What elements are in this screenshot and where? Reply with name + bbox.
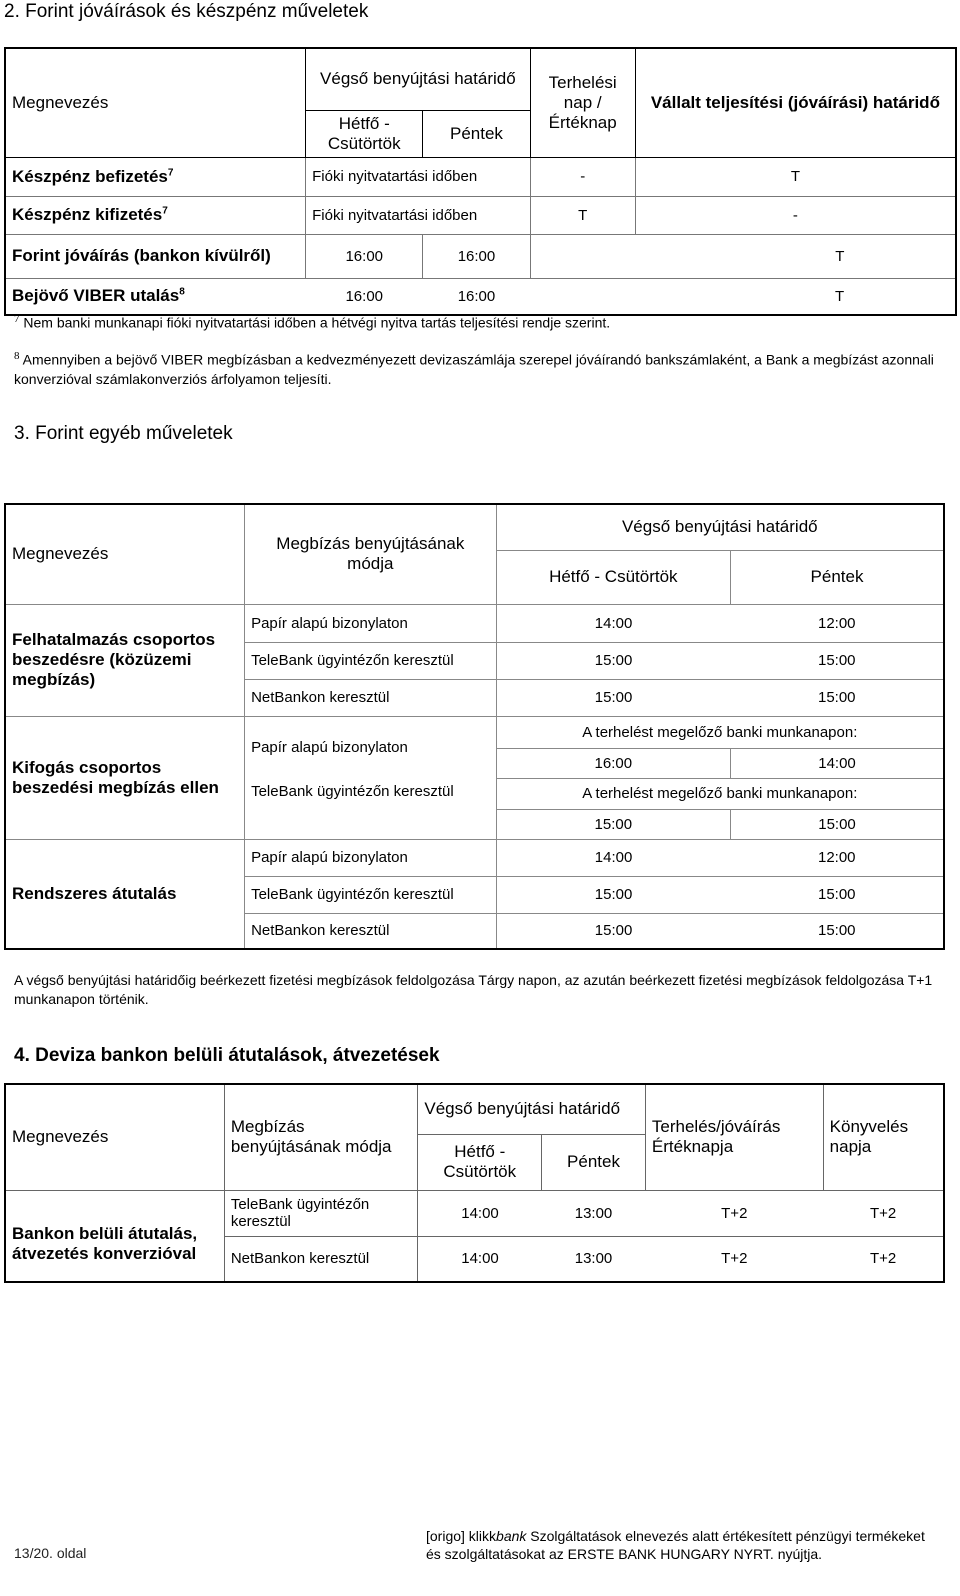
row-method: Papír alapú bizonylaton — [245, 839, 497, 876]
header-name: Megnevezés — [5, 48, 306, 157]
footnote-text: Nem banki munkanapi fióki nyitvatartási időben a hétvégi nyitva tartás teljesítési rendje szerint. — [23, 314, 611, 331]
header-deadline: Végső benyújtási határidő — [306, 48, 530, 110]
row-note: A terhelést megelőző banki munkanapon: — [496, 716, 944, 748]
row-mon-thu: 14:00 — [496, 839, 730, 876]
row-fri: 12:00 — [731, 604, 944, 642]
row-note: A terhelést megelőző banki munkanapon: — [496, 778, 944, 809]
row-mon-thu: 14:00 — [418, 1236, 542, 1282]
row-method: Papír alapú bizonylaton — [245, 604, 497, 642]
section-4-title: 4. Deviza bankon belüli átutalások, átvezetések — [14, 1045, 440, 1066]
row-method: TeleBank ügyintézőn keresztül — [224, 1190, 418, 1236]
row-mon-thu: 16:00 — [496, 748, 730, 778]
table-row — [5, 196, 956, 234]
footnote-ref: 7 — [167, 166, 174, 178]
row-mon-thu: 15:00 — [496, 642, 730, 679]
forint-other-table — [4, 503, 945, 950]
section-3-title: 3. Forint egyéb műveletek — [14, 423, 233, 444]
row-booking-date: T+2 — [823, 1190, 944, 1236]
section-3-note: A végső benyújtási határidőig beérkezett fizetési megbízások feldolgozása Tárgy napon, az azután beérkezett fizetési megbízások feldolgozása T+1 munkanapon történik. — [14, 972, 933, 1007]
row-method: TeleBank ügyintézőn keresztül — [245, 642, 497, 679]
row-fri: 12:00 — [731, 839, 944, 876]
header-deadline: Végső benyújtási határidő — [418, 1084, 646, 1134]
row-method: NetBankon keresztül — [245, 679, 497, 716]
row-credit: - — [635, 196, 956, 234]
header-debit: Terhelési nap / Értéknap — [530, 48, 635, 157]
row-fri: 13:00 — [542, 1190, 646, 1236]
footer-source-italic: bank — [496, 1528, 527, 1544]
header-value-date: Terhelés/jóváírás Értéknapja — [645, 1084, 823, 1190]
row-booking-date: T+2 — [823, 1236, 944, 1282]
row-debit: T — [530, 196, 635, 234]
header-credit: Vállalt teljesítési (jóváírási) határidő — [635, 48, 956, 157]
row-mon-thu: 14:00 — [496, 604, 730, 642]
header-fri: Péntek — [542, 1134, 646, 1190]
row-mon-thu: 15:00 — [496, 679, 730, 716]
row-mon-thu: 15:00 — [496, 809, 730, 839]
footer-source-prefix: [origo] klikk — [426, 1528, 497, 1544]
row-value-date: T+2 — [645, 1190, 823, 1236]
group-name: Kifogás csoportos beszedési megbízás ellen — [5, 716, 245, 839]
row-fri: 15:00 — [731, 876, 944, 913]
row-debit: - — [530, 157, 635, 196]
header-mon-thu: Hétfő - Csütörtök — [418, 1134, 542, 1190]
row-method: NetBankon keresztül — [245, 913, 497, 949]
row-fri: 15:00 — [731, 642, 944, 679]
row-credit: T — [530, 278, 956, 315]
row-method: Papír alapú bizonylaton — [245, 716, 497, 778]
footer-source — [426, 1527, 936, 1563]
row-method: TeleBank ügyintézőn keresztül — [245, 778, 497, 839]
row-mon-thu: 16:00 — [306, 234, 423, 278]
row-mon-thu: 14:00 — [418, 1190, 542, 1236]
footnote-mark: 7 — [14, 313, 20, 325]
footnote-8 — [14, 347, 944, 389]
row-fri: 15:00 — [731, 679, 944, 716]
row-fri: 16:00 — [423, 278, 530, 315]
row-fri: 13:00 — [542, 1236, 646, 1282]
row-deadline: Fióki nyitvatartási időben — [306, 157, 530, 196]
row-name: Készpénz kifizetés — [12, 205, 163, 224]
footnote-mark: 8 — [14, 350, 20, 362]
header-deadline: Végső benyújtási határidő — [496, 504, 944, 550]
row-credit: T — [635, 157, 956, 196]
row-method: NetBankon keresztül — [224, 1236, 418, 1282]
forint-credits-table — [4, 47, 957, 316]
group-name: Rendszeres átutalás — [5, 839, 245, 949]
table-row — [5, 716, 944, 748]
page-number: 13/20. oldal — [14, 1545, 87, 1561]
footnote-7 — [14, 310, 944, 333]
header-fri: Péntek — [731, 550, 944, 604]
group-name: Felhatalmazás csoportos beszedésre (közüzemi megbízás) — [5, 604, 245, 716]
row-deadline: Fióki nyitvatartási időben — [306, 196, 530, 234]
footer-source-rest: Szolgáltatások elnevezés alatt értékesített pénzügyi termékeket és szolgáltatásokat az ERSTE BANK HUNGARY NYRT. nyújtja. — [426, 1528, 925, 1562]
row-name: Készpénz befizetés — [12, 166, 168, 186]
row-fri: 15:00 — [731, 809, 944, 839]
footnote-ref: 8 — [179, 286, 185, 298]
table-row — [5, 234, 956, 278]
table-row — [5, 157, 956, 196]
header-method: Megbízás benyújtásának módja — [245, 504, 497, 604]
header-method: Megbízás benyújtásának módja — [224, 1084, 418, 1190]
row-name: Forint jóváírás (bankon kívülről) — [5, 234, 306, 278]
footnote-text: Amennyiben a bejövő VIBER megbízásban a kedvezményezett devizaszámlája szerepel jóváírandó bankszámlaként, a Bank a megbízást azonnali konverzióval számlakonverziós árfolyamon teljesíti. — [14, 351, 934, 387]
section-2-title: 2. Forint jóváírások és készpénz műveletek — [4, 1, 369, 22]
row-mon-thu: 16:00 — [306, 278, 423, 315]
row-fri: 15:00 — [731, 913, 944, 949]
row-name: Bejövő VIBER utalás — [12, 286, 180, 306]
row-fri: 14:00 — [731, 748, 944, 778]
row-credit: T — [530, 234, 956, 278]
header-booking-date: Könyvelés napja — [823, 1084, 944, 1190]
fx-transfer-table — [4, 1083, 945, 1283]
row-mon-thu: 15:00 — [496, 876, 730, 913]
table-row — [5, 839, 944, 876]
row-method: TeleBank ügyintézőn keresztül — [245, 876, 497, 913]
row-value-date: T+2 — [645, 1236, 823, 1282]
header-fri: Péntek — [423, 110, 530, 157]
table-row — [5, 604, 944, 642]
footnote-ref: 7 — [162, 205, 168, 217]
header-mon-thu: Hétfő - Csütörtök — [496, 550, 730, 604]
header-mon-thu: Hétfő - Csütörtök — [306, 110, 423, 157]
row-name: Bankon belüli átutalás, átvezetés konverzióval — [5, 1190, 224, 1282]
header-name: Megnevezés — [5, 504, 245, 604]
row-mon-thu: 15:00 — [496, 913, 730, 949]
table-row — [5, 1190, 944, 1236]
row-fri: 16:00 — [423, 234, 530, 278]
header-name: Megnevezés — [5, 1084, 224, 1190]
